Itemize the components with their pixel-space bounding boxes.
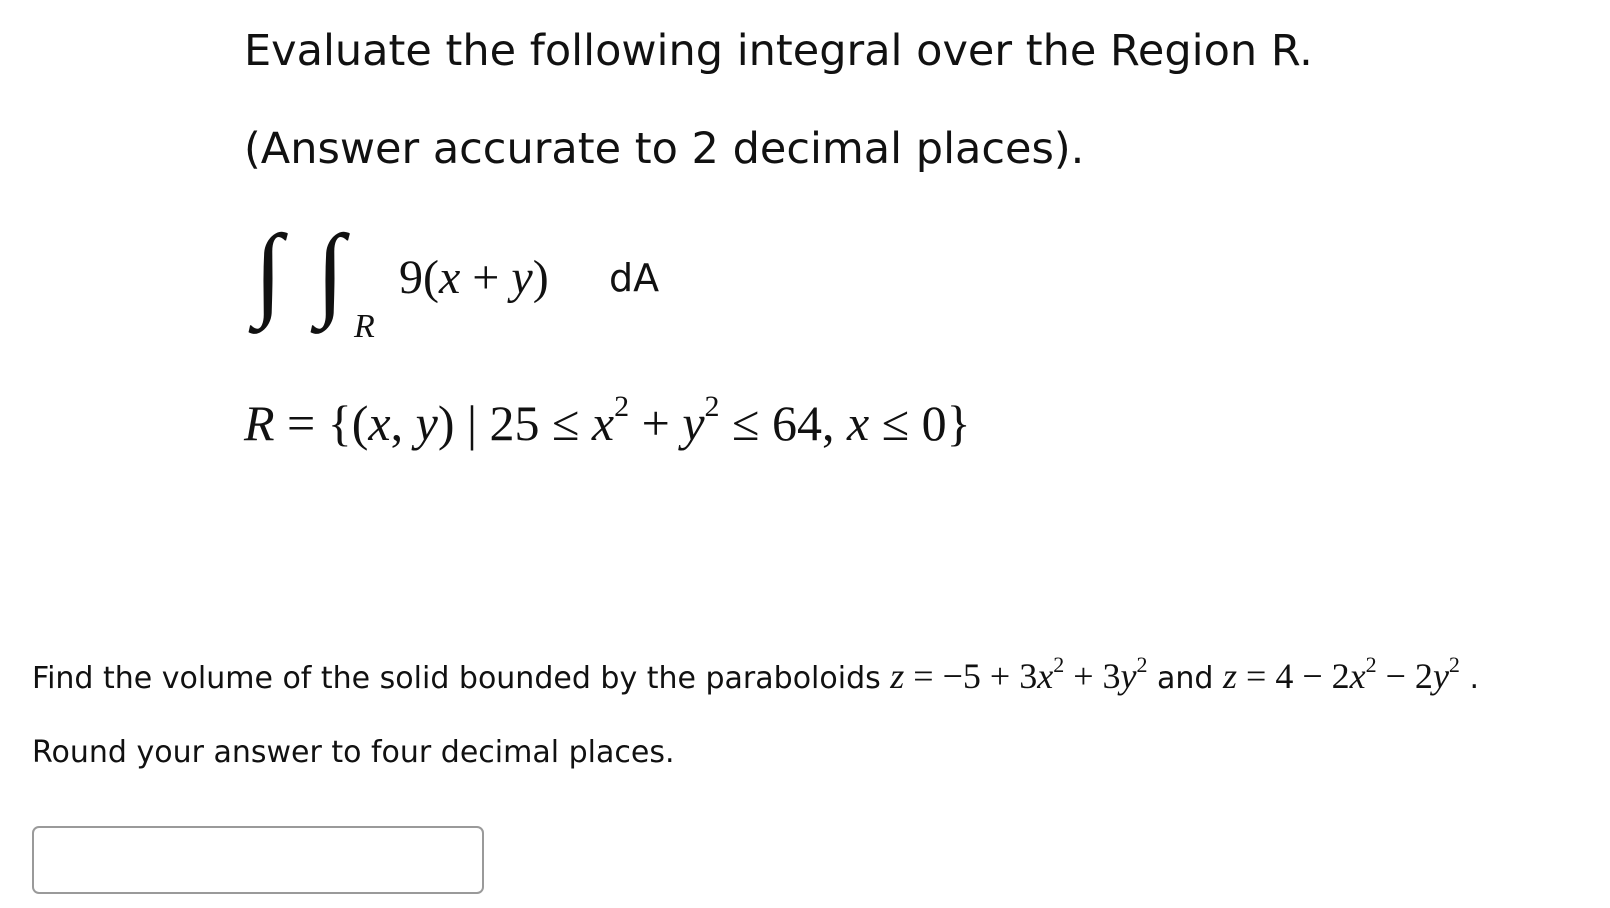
region-definition: R = {(x, y) | $25 \le x^2 + y^2 \le 64$, x ≤ 0}	[244, 390, 971, 451]
integral-sign-inner: ∫	[316, 214, 345, 329]
answer-input[interactable]	[32, 826, 484, 894]
integral-sign-outer: ∫	[254, 214, 283, 329]
problem1-title: Evaluate the following integral over the Region R.	[244, 26, 1313, 76]
surface1-equation: $z = -5 + 3x^2 + 3y^2$	[890, 652, 1148, 696]
problem2-statement: Find the volume of the solid bounded by the paraboloids $z = -5 + 3x^2 + 3y^2$ and $z = 4 - 2x^2 - 2y^2$ .	[32, 652, 1479, 696]
integrand: 9(x + y)	[399, 251, 549, 304]
problem2-rounding-instruction: Round your answer to four decimal places.	[32, 735, 675, 770]
integral-region-subscript: R	[354, 308, 375, 345]
problem1-instruction: (Answer accurate to 2 decimal places).	[244, 124, 1085, 174]
differential-dA: dA	[609, 256, 660, 300]
double-integral	[254, 214, 674, 358]
surface2-equation: $z = 4 - 2x^2 - 2y^2$	[1223, 652, 1460, 696]
